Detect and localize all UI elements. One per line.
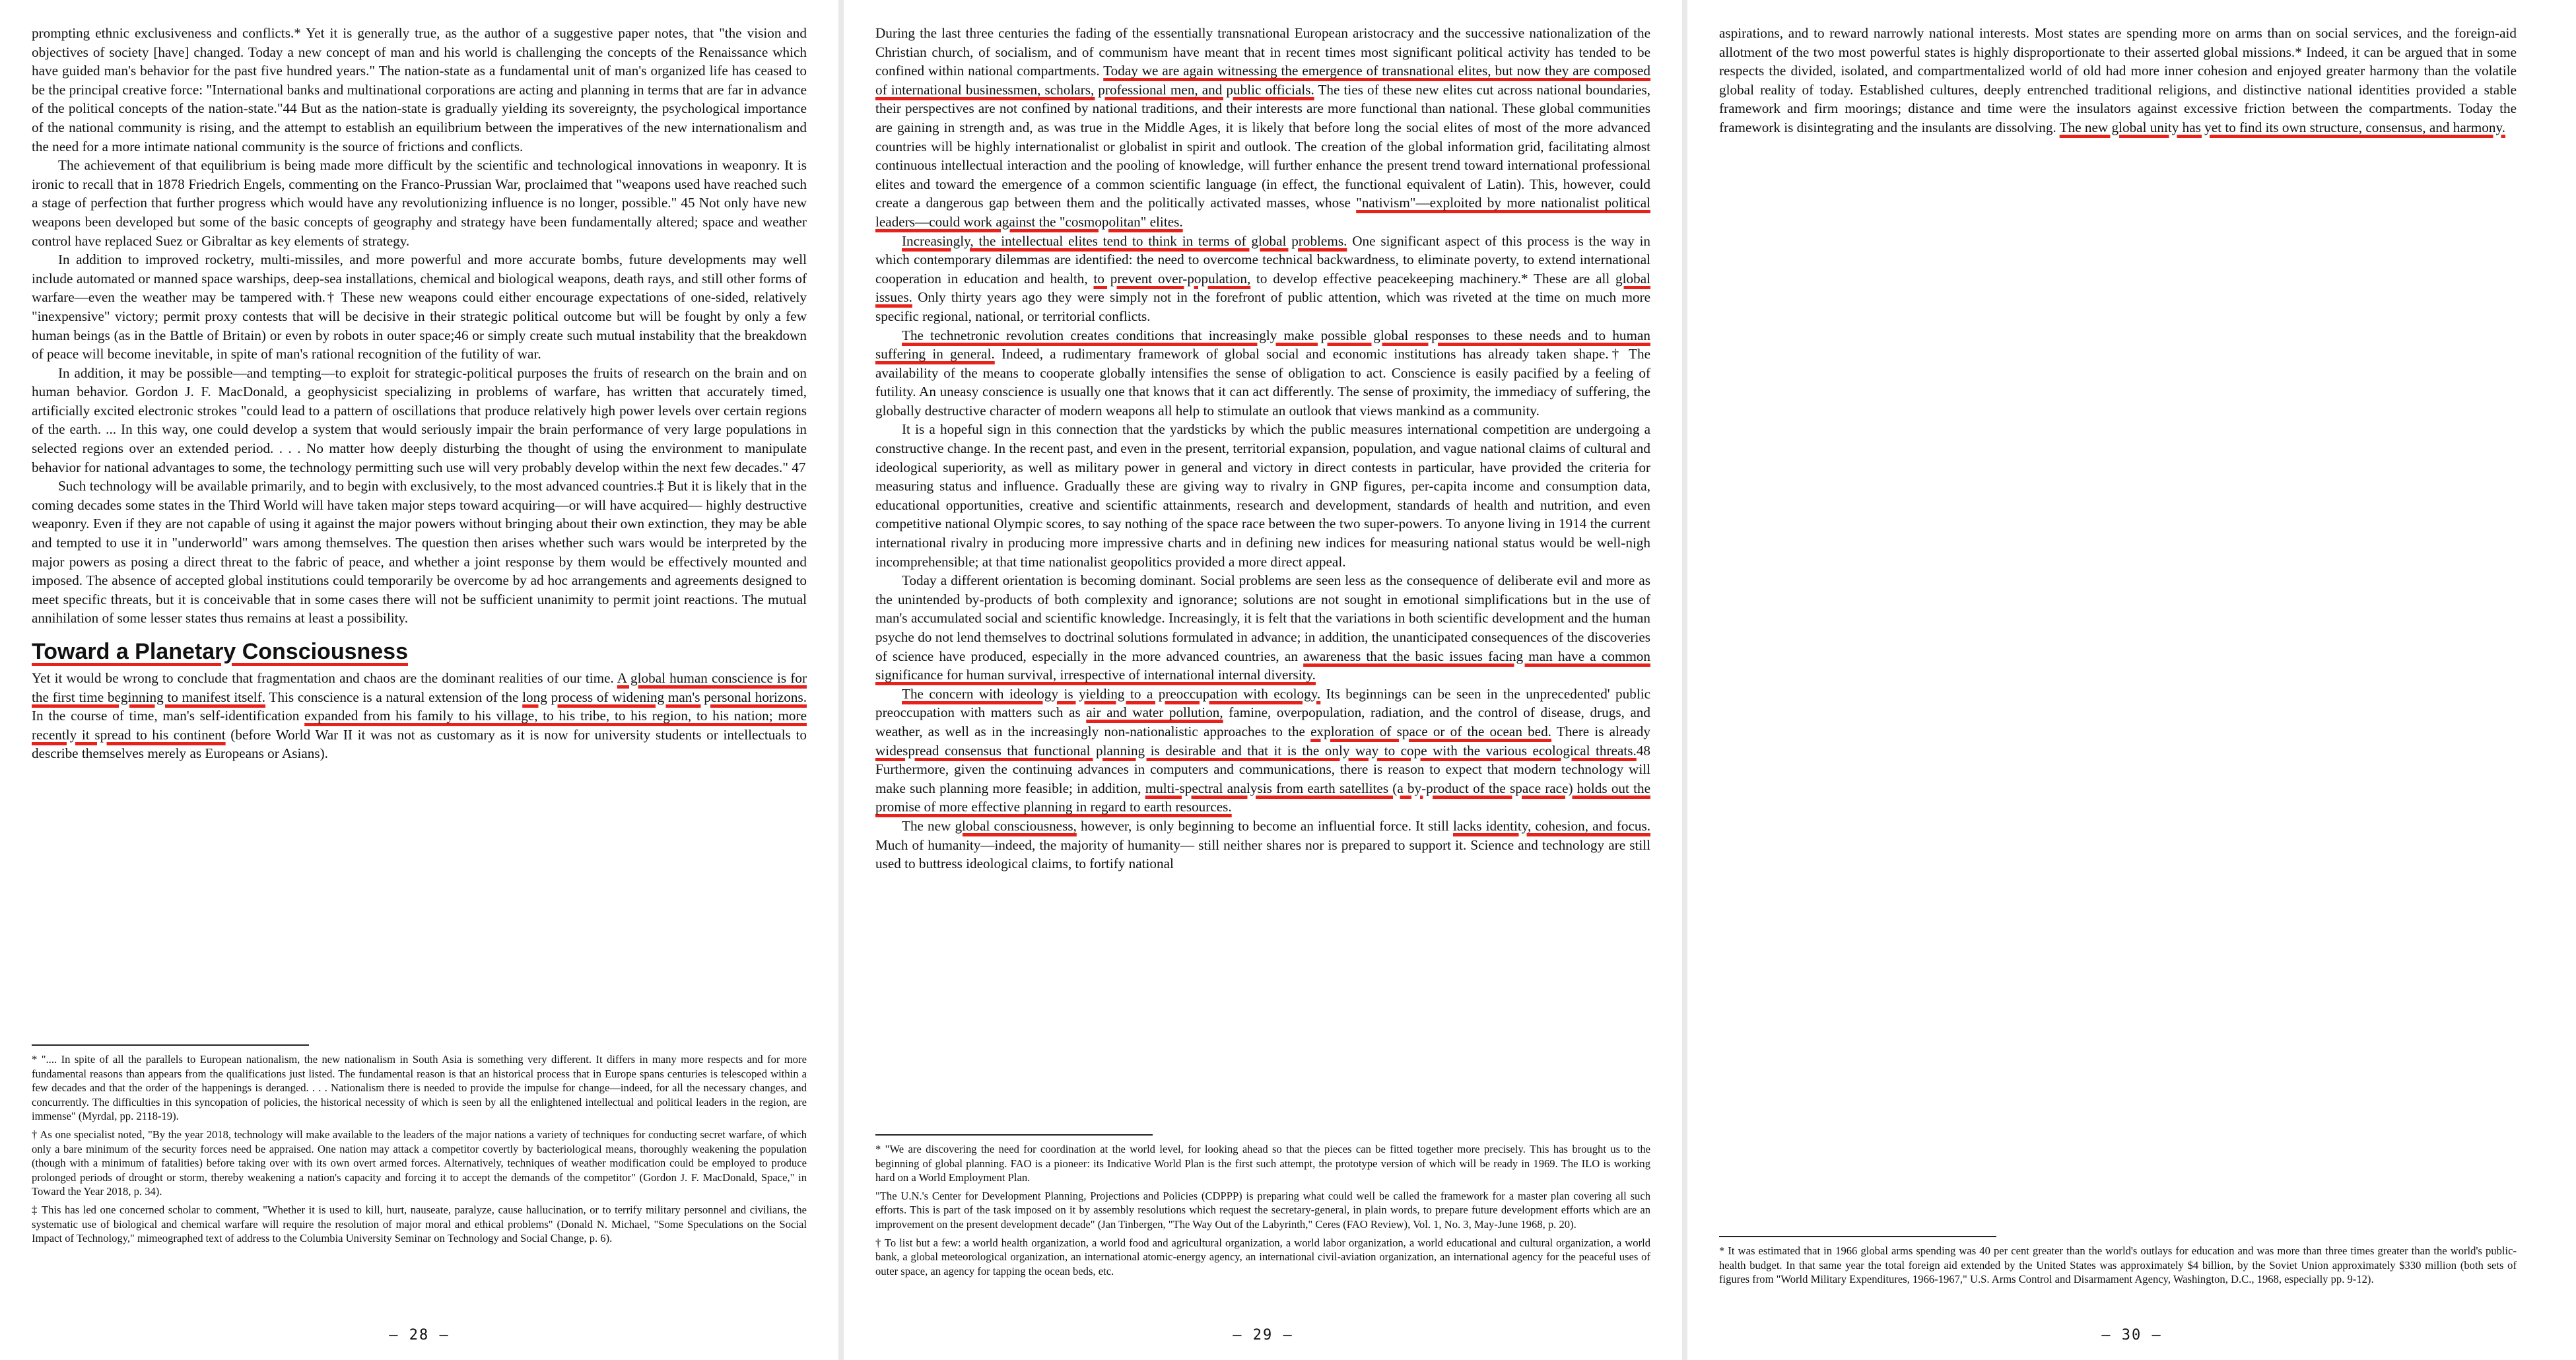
highlight: multi-spectral analysis from earth satellites (a by-product of the space race) holds out the promise of more effective planning in regard to earth resources.: [875, 780, 1650, 815]
page-28: [0, 0, 838, 1360]
highlight: global issues.: [875, 270, 1651, 306]
highlight: global consciousness,: [955, 817, 1077, 834]
footnote: * It was estimated that in 1966 global arms spending was 40 per cent greater than the world's outlays for education and was more than three times greater than the world's public-health budget. In that same year the total foreign aid extended by the United States was approximately $4 billion, by the Soviet Union approximately $330 million (both sets of figures from "World Military Expenditures, 1966-1967," U.S. Arms Control and Disarmament Agency, Washington, D.C., 1968, especially pp. 9-12).: [1719, 1244, 2517, 1286]
paragraph: aspirations, and to reward narrowly national interests. Most states are spending more on arms than on social services, and the foreign-aid allotment of the two most powerful states is highly disproportionate to their asserted global missions.* Indeed, it can be argued that in some respects the divided, isolated, and compartmentalized world of old had more inner cohesion and enjoyed greater harmony than the volatile global reality of today. Established cultures, deeply entrenched traditional religions, and distinctive national identities provided a stable framework and firm moorings; distance and time were the insulators against excessive friction between the compartments. Today the framework is disintegrating and the insulants are dissolving. The new global unity has yet to find its own structure, consensus, and harmony.: [1719, 25, 2517, 135]
paragraph: The technetronic revolution creates conditions that increasingly make possible global responses to these needs and to human suffering in general. Indeed, a rudimentary framework of global social and economic institutions has already taken shape.† The availability of the means to cooperate globally intensifies the sense of obligation to act. Conscience is easily pacified by a feeling of futility. An uneasy conscience is usually one that knows that it can act differently. The sense of proximity, the immediacy of suffering, the globally destructive character of modern weapons all help to stimulate an outlook that views mankind as a community.: [875, 327, 1650, 419]
paragraph: The achievement of that equilibrium is being made more difficult by the scientific and technological innovations in weaponry. It is ironic to recall that in 1878 Friedrich Engels, commenting on the Franco-Prussian War, proclaimed that "weapons used have reached such a stage of perfection that further progress which would have any revolutionizing influence is no longer, possible." 45 Not only have new weapons been developed but some of the basic concepts of geography and strategy have been fundamentally altered; space and weather control have replaced Suez or Gibraltar as key elements of strategy.: [32, 157, 807, 249]
paragraph: During the last three centuries the fading of the essentially transnational European aristocracy and the successive nationalization of the Christian church, of socialism, and of communism have meant that in recent times most significant political activity has tended to be confined within national compartments. Today we are again witnessing the emergence of transnational elites, but now they are composed of international businessmen, scholars, professional men, and public officials. The ties of these new elites cut across national boundaries, their perspectives are not confined by national traditions, and their interests are more functional than national. These global communities are gaining in strength and, as was true in the Middle Ages, it is likely that before long the social elites of most of the more advanced countries will be highly internationalist or globalist in spirit and outlook. The creation of the global information grid, facilitating almost continuous intellectual interaction and the pooling of knowledge, will further enhance the present trend toward international professional elites and toward the emergence of a common scientific language (in effect, the functional equivalent of Latin). This, however, could create a dangerous gap between them and the politically activated masses, whose "nativism"—exploited by more nationalist political leaders—could work against the "cosmopolitan" elites.: [875, 25, 1651, 230]
paragraph: Such technology will be available primarily, and to begin with exclusively, to the most advanced countries.‡ But it is likely that in the coming decades some states in the Third World will have taken major steps toward acquiring—or will have acquired— highly destructive weaponry. Even if they are not capable of using it against the major powers without bringing about their own extinction, they may be able and tempted to use it in "underworld" wars among themselves. The question then arises whether such wars would be interpreted by the major powers as posing a direct threat to the fabric of peace, and whether a joint response by them would be effectively mounted and imposed. The absence of accepted global institutions could temporarily be overcome by ad hoc arrangements and agreements designed to meet specific threats, but it is conceivable that in some cases there will not be sufficient unanimity to permit joint reactions. The mutual annihilation of some lesser states thus remains at least a possibility.: [32, 478, 807, 627]
paragraph: Yet it would be wrong to conclude that fragmentation and chaos are the dominant realities of our time. A global human conscience is for the first time beginning to manifest itself. This conscience is a natural extension of the long process of widening man's personal horizons. In the course of time, man's self-identification expanded from his family to his village, to his tribe, to his region, to his nation; more recently it spread to his continent (before World War II it was not as customary as it is now for university students or intellectuals to describe themselves merely as Europeans or Asians).: [32, 670, 807, 762]
footnote: ‡ This has led one concerned scholar to comment, "Whether it is used to kill, hurt, nauseate, paralyze, cause hallucination, or to terrify military personnel and civilians, the systematic use of biological and chemical warfare will require the resolution of major moral and ethical problems" (Donald N. Michael, "Some Speculations on the Social Impact of Technology," mimeographed text of address to the Columbia University Seminar on Technology and Social Change, p. 6).: [32, 1203, 807, 1245]
highlight: lacks identity, cohesion, and focus.: [1453, 817, 1650, 834]
highlight: The new global unity has yet to find its own structure, consensus, and harmony.: [2059, 119, 2505, 135]
highlight: to prevent over-population,: [1093, 270, 1251, 287]
paragraph: In addition, it may be possible—and tempting—to exploit for strategic-political purposes the fruits of research on the brain and on human behavior. Gordon J. F. MacDonald, a geophysicist specializing in problems of warfare, has written that accurately timed, artificially excited electronic strokes "could lead to a pattern of oscillations that produce relatively high power levels over certain regions of the earth. ... In this way, one could develop a system that would seriously impair the brain performance of very large populations in selected regions over an extended period. . . . No matter how deeply disturbing the thought of using the environment to manipulate behavior for national advantages to some, the technology permitting such use will very probably develop within the next few decades." 47: [32, 364, 807, 475]
highlight: Increasingly, the intellectual elites tend to think in terms of global problems.: [902, 232, 1347, 249]
page-29: [844, 0, 1682, 1360]
page-body: [1719, 24, 2517, 137]
highlight: The concern with ideology is yielding to a preoccupation with ecology.: [902, 685, 1321, 702]
footnote: * "We are discovering the need for coordination at the world level, for looking ahead so that the pieces can be fitted together more precisely. This has brought us to the beginning of global planning. FAO is a pioneer: its Indicative World Plan is the first such attempt, the prototype version of which will be ready in 1969. The ILO is working hard on a World Employment Plan.: [875, 1143, 1650, 1184]
highlight: exploration of space or of the ocean bed.: [1310, 723, 1551, 739]
highlight: "nativism"—exploited by more nationalist political leaders—could work against the "cosmopolitan" elites.: [875, 195, 1650, 230]
paragraph: Today a different orientation is becoming dominant. Social problems are seen less as the consequence of deliberate evil and more as the unintended by-products of both complexity and ignorance; solutions are not sought in emotional simplifications but in the use of man's accumulated social and scientific knowledge. Increasingly, it is felt that the variations in both scientific development and the human psyche do not lend themselves to doctrinal solutions formulated in advance; in addition, the unanticipated consequences of the discoveries of science have produced, especially in the more advanced countries, an awareness that the basic issues facing man have a common significance for human survival, irrespective of international internal diversity.: [875, 572, 1650, 683]
footnotes: [32, 1044, 807, 1250]
page-number: – 30 –: [2101, 1327, 2162, 1344]
footnote: * ".... In spite of all the parallels to European nationalism, the new nationalism in South Asia is something very different. It differs in many more respects and for more fundamental reasons than appears from the qualifications just listed. The fundamental reason is that an historical process that in Europe spans centuries is telescoped within a few decades and that the order of the happenings is deranged. . . . Nationalism there is needed to provide the impulse for change—indeed, for all the necessary changes, and concurrently. The difficulties in this syncopation of policies, the historical necessity of which is seen by all the enlightened intellectual and political leaders in the region, are immense" (Myrdal, pp. 2118-19).: [32, 1053, 807, 1123]
footnotes: [875, 1134, 1650, 1282]
highlight: The technetronic revolution creates conditions that increasingly make possible global responses to these needs and to human suffering in general.: [875, 327, 1650, 362]
footnote-rule: [875, 1134, 1153, 1136]
section-heading: Toward a Planetary Consciousness: [32, 639, 408, 664]
page-body: [32, 24, 807, 763]
page-30: [1687, 0, 2576, 1360]
footnotes: [1719, 1236, 2517, 1291]
footnote-rule: [32, 1044, 309, 1046]
highlight: long process of widening man's personal horizons.: [522, 689, 807, 705]
paragraph: The concern with ideology is yielding to a preoccupation with ecology. Its beginnings can be seen in the unprecedented' public preoccupation with matters such as air and water pollution, famine, overpopulation, radiation, and the control of disease, drugs, and weather, as well as in the increasingly non-nationalistic approaches to the exploration of space or of the ocean bed. There is already widespread consensus that functional planning is desirable and that it is the only way to cope with the various ecological threats.48 Furthermore, given the continuing advances in computers and communications, there is reason to expect that modern technology will make such planning more feasible; in addition, multi-spectral analysis from earth satellites (a by-product of the space race) holds out the promise of more effective planning in regard to earth resources.: [875, 685, 1650, 815]
footnote: "The U.N.'s Center for Development Planning, Projections and Policies (CDPPP) is preparing what could well be called the framework for a master plan covering all such efforts. This is part of the task imposed on it by assembly resolutions which request the secretary-general, in plain words, to prepare future development efforts which are an improvement on the present development decade" (Jan Tinbergen, "The Way Out of the Labyrinth," Ceres (FAO Review), Vol. 1, No. 3, May-June 1968, p. 20).: [875, 1189, 1650, 1231]
highlight: air and water pollution,: [1086, 704, 1223, 721]
highlight: A global human conscience is for the first time beginning to manifest itself.: [32, 670, 807, 705]
highlight: widespread consensus that functional planning is desirable and that it is the only way to cope with the various ecological threats.: [875, 742, 1637, 759]
paragraph: Increasingly, the intellectual elites tend to think in terms of global problems. One significant aspect of this process is the way in which contemporary dilemmas are identified: the need to overcome technical backwardness, to eliminate poverty, to extend international cooperation in education and health, to prevent over-population, to develop effective peacekeeping machinery.* These are all global issues. Only thirty years ago they were simply not in the forefront of public attention, which was riveted at the time on much more specific regional, national, or territorial conflicts.: [875, 232, 1651, 324]
page-number: – 28 –: [389, 1327, 450, 1344]
page-body: [875, 24, 1650, 873]
page-number: – 29 –: [1233, 1327, 1293, 1344]
paragraph: It is a hopeful sign in this connection that the yardsticks by which the public measures international competition are undergoing a constructive change. In the recent past, and even in the present, territorial expansion, population, and vague national claims of cultural and ideological superiority, as well as military power in general and victory in direct contests in particular, have provided the criteria for measuring status and influence. Gradually these are giving way to rivalry in GNP figures, per-capita income and consumption data, educational opportunities, creative and scientific attainments, research and development, standards of health and nutrition, and even competitive national Olympic scores, to say nothing of the space race between the two super-powers. To anyone living in 1914 the current international rivalry in producing more impressive charts and in defining new indices for measuring national status would be well-nigh incomprehensible; at that time nationalist geopolitics provided a more direct appeal.: [875, 421, 1650, 570]
paragraph: The new global consciousness, however, is only beginning to become an influential force. It still lacks identity, cohesion, and focus. Much of humanity—indeed, the majority of humanity— still neither shares nor is prepared to support it. Science and technology are still used to buttress ideological claims, to fortify national: [875, 817, 1650, 872]
footnote: † To list but a few: a world health organization, a world food and agricultural organization, a world labor organization, a world educational and cultural organization, a world bank, a global meteorological organization, an international atomic-energy agency, an international civil-aviation organization, an international agency for the peaceful uses of outer space, an agency for tapping the ocean beds, etc.: [875, 1236, 1650, 1277]
footnote-rule: [1719, 1236, 1996, 1237]
highlight: Today we are again witnessing the emergence of transnational elites, but now they are composed of international businessmen, scholars, professional men, and public officials.: [875, 63, 1651, 98]
footnote: † As one specialist noted, "By the year 2018, technology will make available to the leaders of the major nations a variety of techniques for conducting secret warfare, of which only a bare minimum of the security forces need be appraised. One nation may attack a competitor covertly by bacteriological means, thoroughly weakening the population (though with a minimum of fatalities) before taking over with its own overt armed forces. Alternatively, techniques of weather modification could be employed to produce prolonged periods of drought or storm, thereby weakening a nation's capacity and forcing it to accept the demands of the competitor" (Gordon J. F. MacDonald, Space," in Toward the Year 2018, p. 34).: [32, 1128, 807, 1198]
highlight: expanded from his family to his village, to his tribe, to his region, to his nation; more recently it spread to his continent: [32, 708, 807, 743]
paragraph: prompting ethnic exclusiveness and conflicts.* Yet it is generally true, as the author of a suggestive paper notes, that "the vision and objectives of society [have] changed. Today a new concept of man and his world is challenging the concepts of the Renaissance which have guided man's behavior for the past five hundred years." The nation-state as a fundamental unit of man's organized life has ceased to be the principal creative force: "International banks and multinational corporations are acting and planning in terms that are far in advance of the political concepts of the nation-state."44 But as the nation-state is gradually yielding its sovereignty, the psychological importance of the national community is rising, and the attempt to establish an equilibrium between the imperatives of the new internationalism and the need for a more intimate national community is the source of frictions and conflicts.: [32, 25, 807, 154]
paragraph: In addition to improved rocketry, multi-missiles, and more powerful and more accurate bombs, future developments may well include automated or manned space warships, deep-sea installations, chemical and biological weapons, death rays, and still other forms of warfare—even the weather may be tampered with.† These new weapons could either encourage expectations of one-sided, relatively "inexpensive" victory; permit proxy contests that will be decisive in their strategic political outcome but will be fought by only a few human beings (as in the Battle of Britain) or even by robots in outer space;46 or simply create such mutual instability that the breakdown of peace will become inevitable, in spite of man's rational recognition of the futility of war.: [32, 252, 807, 362]
highlight: awareness that the basic issues facing man have a common significance for human survival, irrespective of international internal diversity.: [875, 648, 1650, 683]
